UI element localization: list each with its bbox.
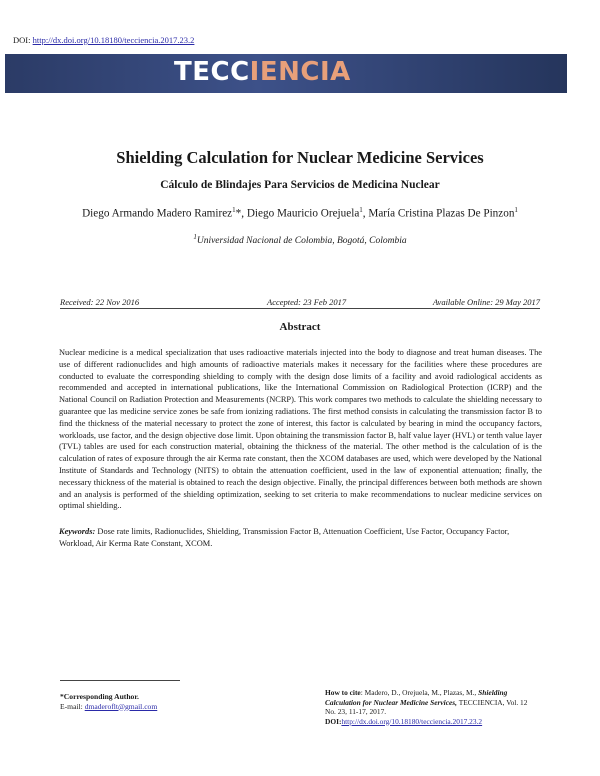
- affiliation-text: Universidad Nacional de Colombia, Bogotá, Colombia: [196, 236, 407, 247]
- how-to-cite: [325, 688, 537, 726]
- cite-doi-link[interactable]: http://dx.doi.org/10.18180/tecciencia.2017.23.2: [341, 716, 483, 726]
- affiliation: [0, 233, 600, 246]
- author-name: María Cristina Plazas De Pinzon: [368, 207, 515, 220]
- affiliation-sup: 1: [193, 233, 197, 241]
- keywords-label: Keywords:: [59, 527, 96, 536]
- cite-label: How to cite: [325, 688, 361, 697]
- online-date: Available Online: 29 May 2017: [432, 297, 540, 307]
- email-link[interactable]: dmaderoflt@gmail.com: [84, 701, 158, 711]
- cite-journal: TECCIENCIA, Vol. 12 No. 23, 11-17, 2017.: [325, 697, 528, 716]
- corresponding-label: *Corresponding Author.: [60, 692, 139, 701]
- received-date: Received: 22 Nov 2016: [60, 297, 140, 307]
- paper-title: Shielding Calculation for Nuclear Medicine Services: [116, 148, 484, 167]
- cite-authors: : Madero, D., Orejuela, M., Plazas, M.,: [360, 688, 477, 697]
- doi-header: [13, 35, 194, 45]
- journal-logo: [174, 57, 351, 87]
- journal-name-part2: IENCIA: [249, 57, 351, 87]
- accepted-date: Accepted: 23 Feb 2017: [267, 297, 347, 307]
- cite-doi-label: DOI:: [325, 716, 342, 726]
- divider: [60, 308, 540, 309]
- abstract-text: Nuclear medicine is a medical specialization that uses radioactive materials injected into the body to diagnose and treat human diseases. The use of different radionuclides and high amounts of radioactive materials makes it necessary for the facilities where these procedures are conducted to evaluate the corresponding shielding to comply with the design dose limits of a facility and avoid radiological accidents as recommended and accepted in international publications, like the International Commission on Radiological Protection (ICRP) and the National Council on Radiation Protection and Measurements (NCRP). This work compares two methods to calculate the shielding necessary to guarantee que las medicine service zones be safe from ionizing radiations. The first method consists in calculating the transmission factor B to find the thickness of the material necessary to protect the zone of interest, this factor is calculated by bearing in mind the occupancy factors, workloads, use factor, and the design objective dose limit. Upon obtaining the transmission factor B, half value layer (HVL) or tenth value layer (TVL) tables are used for each construction material, obtaining the thickness of the material. The other method is the calculation of is the calculation of rates of exposure through the air Kerma rate constant, then the XCOM databases are used, which were developed by the National Institute of Standards and Technology (NITS) to obtain the attenuation coefficient, used in the law of exponential attenuation; finally, the necessary thickness of the material is obtained to reach the design objective. Finally, the principal differences between both methods are shown and an analysis is performed of the shielding optimization, seeking to set criteria to make recommendations to nuclear medicine services on optimal shielding..: [59, 348, 542, 511]
- author-name: Diego Armando Madero Ramirez: [82, 207, 233, 220]
- doi-label: DOI:: [13, 35, 31, 45]
- authors-line: [0, 206, 600, 220]
- author-suffix: ,: [362, 207, 366, 220]
- author-suffix: *,: [235, 207, 245, 220]
- author-name: Diego Mauricio Orejuela: [246, 207, 360, 220]
- footnote-divider: [60, 680, 180, 681]
- journal-banner: [5, 54, 567, 93]
- keywords-text: Dose rate limits, Radionuclides, Shielding, Transmission Factor B, Attenuation Coefficient, Use Factor, Occupancy Factor, Workload, Air Kerma Rate Constant, XCOM.: [59, 527, 510, 548]
- corresponding-author: [60, 692, 157, 711]
- abstract-heading: Abstract: [279, 321, 321, 333]
- author-sup: 1: [232, 206, 236, 214]
- keywords: [59, 526, 542, 550]
- cite-title: Shielding Calculation for Nuclear Medicine Services,: [325, 688, 508, 707]
- doi-link[interactable]: http://dx.doi.org/10.18180/tecciencia.2017.23.2: [32, 35, 195, 45]
- journal-name-part1: TECC: [174, 57, 250, 87]
- paper-subtitle: Cálculo de Blindajes Para Servicios de Medicina Nuclear: [160, 179, 440, 191]
- author-sup: 1: [359, 206, 363, 214]
- email-label: E-mail:: [60, 701, 83, 711]
- author-sup: 1: [514, 206, 518, 214]
